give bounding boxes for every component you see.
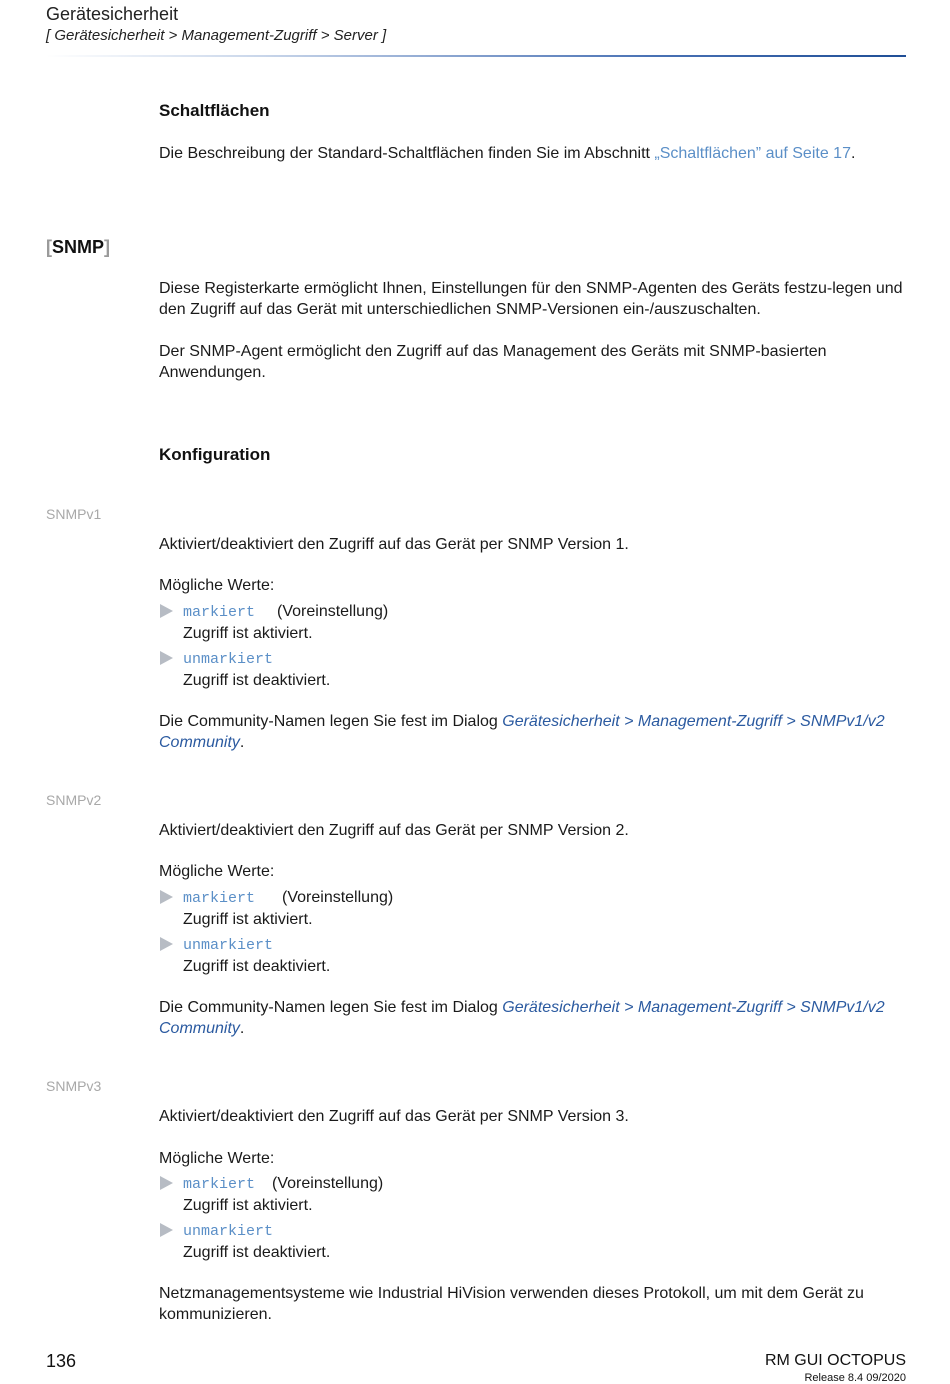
- possible-values-heading: Mögliche Werte:: [159, 863, 275, 880]
- footer-product: RM GUI OCTOPUS: [764, 1352, 906, 1369]
- bullet-triangle-icon: [160, 1176, 173, 1190]
- value-option-unmarkiert: [160, 648, 900, 691]
- default-marker: (Voreinstellung): [272, 1175, 384, 1192]
- dialog-reference-link[interactable]: Gerätesicherheit > Management-Zugriff > SNMPv1/v2 Community: [159, 999, 885, 1037]
- value-description: Zugriff ist aktiviert.: [183, 625, 313, 642]
- note-text: Die Community-Namen legen Sie fest im Dialog: [159, 713, 503, 730]
- bullet-triangle-icon: [160, 651, 173, 665]
- section-heading-konfiguration: Konfiguration: [159, 445, 271, 464]
- value-description: Zugriff ist deaktiviert.: [183, 958, 331, 975]
- value-option-markiert: [160, 887, 900, 930]
- page-number: 136: [46, 1351, 77, 1371]
- value-code: markiert: [183, 1176, 256, 1193]
- snmpv3-note: Netzmanagementsysteme wie Industrial HiVision verwenden dieses Protokoll, um mit dem Gerät zu kommunizieren.: [159, 1285, 864, 1323]
- param-label-snmpv2: SNMPv2: [46, 792, 102, 808]
- param-description: Aktiviert/deaktiviert den Zugriff auf das Gerät per SNMP Version 3.: [159, 1108, 629, 1125]
- value-option-markiert: [160, 1173, 900, 1216]
- snmp-intro-paragraph-2: Der SNMP-Agent ermöglicht den Zugriff auf das Management des Geräts mit SNMP-basierten Anwendungen.: [159, 343, 827, 381]
- page-header-title: Gerätesicherheit: [46, 4, 179, 24]
- community-note: [159, 711, 907, 753]
- schaltflaechen-link[interactable]: „Schaltflächen” auf Seite 17: [654, 145, 851, 162]
- value-description: Zugriff ist aktiviert.: [183, 911, 313, 928]
- note-end: .: [239, 734, 245, 751]
- value-option-unmarkiert: [160, 934, 900, 977]
- bracket-close: ]: [104, 237, 111, 257]
- footer-release: Release 8.4 09/2020: [804, 1372, 906, 1384]
- breadcrumb: [ Gerätesicherheit > Management-Zugriff > Server ]: [46, 27, 387, 44]
- value-code: markiert: [183, 890, 256, 907]
- value-description: Zugriff ist aktiviert.: [183, 1197, 313, 1214]
- possible-values-heading: Mögliche Werte:: [159, 577, 275, 594]
- value-code: unmarkiert: [183, 1223, 274, 1240]
- bracket-open: [: [46, 237, 52, 257]
- value-code: markiert: [183, 604, 256, 621]
- schaltflaechen-paragraph: [159, 143, 907, 164]
- bullet-triangle-icon: [160, 1223, 173, 1237]
- section-heading-schaltflaechen: Schaltflächen: [159, 101, 270, 120]
- value-code: unmarkiert: [183, 937, 274, 954]
- value-option-unmarkiert: [160, 1220, 900, 1263]
- schaltflaechen-text: Die Beschreibung der Standard-Schaltflächen finden Sie im Abschnitt: [159, 145, 655, 162]
- section-tag-label: SNMP: [52, 237, 105, 257]
- bullet-triangle-icon: [160, 890, 173, 904]
- value-description: Zugriff ist deaktiviert.: [183, 672, 331, 689]
- snmp-intro-paragraph-1: Diese Registerkarte ermöglicht Ihnen, Einstellungen für den SNMP-Agenten des Geräts festzu-legen und den Zugriff auf das Gerät mit unterschiedlichen SNMP-Versionen ein-/auszuschalten.: [159, 280, 903, 318]
- default-marker: (Voreinstellung): [282, 889, 394, 906]
- header-divider: [46, 55, 906, 57]
- community-note: [159, 997, 907, 1039]
- param-label-snmpv1: SNMPv1: [46, 506, 102, 522]
- possible-values-heading: Mögliche Werte:: [159, 1150, 275, 1167]
- default-marker: (Voreinstellung): [277, 603, 389, 620]
- note-text: Die Community-Namen legen Sie fest im Dialog: [159, 999, 503, 1016]
- dialog-reference-link[interactable]: Gerätesicherheit > Management-Zugriff > SNMPv1/v2 Community: [159, 713, 885, 751]
- section-tag-snmp: [46, 237, 110, 258]
- bullet-triangle-icon: [160, 604, 173, 618]
- param-label-snmpv3: SNMPv3: [46, 1078, 102, 1094]
- value-option-markiert: [160, 601, 900, 644]
- param-description: Aktiviert/deaktiviert den Zugriff auf das Gerät per SNMP Version 1.: [159, 536, 629, 553]
- value-code: unmarkiert: [183, 651, 274, 668]
- schaltflaechen-text-end: .: [850, 145, 856, 162]
- bullet-triangle-icon: [160, 937, 173, 951]
- value-description: Zugriff ist deaktiviert.: [183, 1244, 331, 1261]
- note-end: .: [239, 1020, 245, 1037]
- param-description: Aktiviert/deaktiviert den Zugriff auf das Gerät per SNMP Version 2.: [159, 822, 629, 839]
